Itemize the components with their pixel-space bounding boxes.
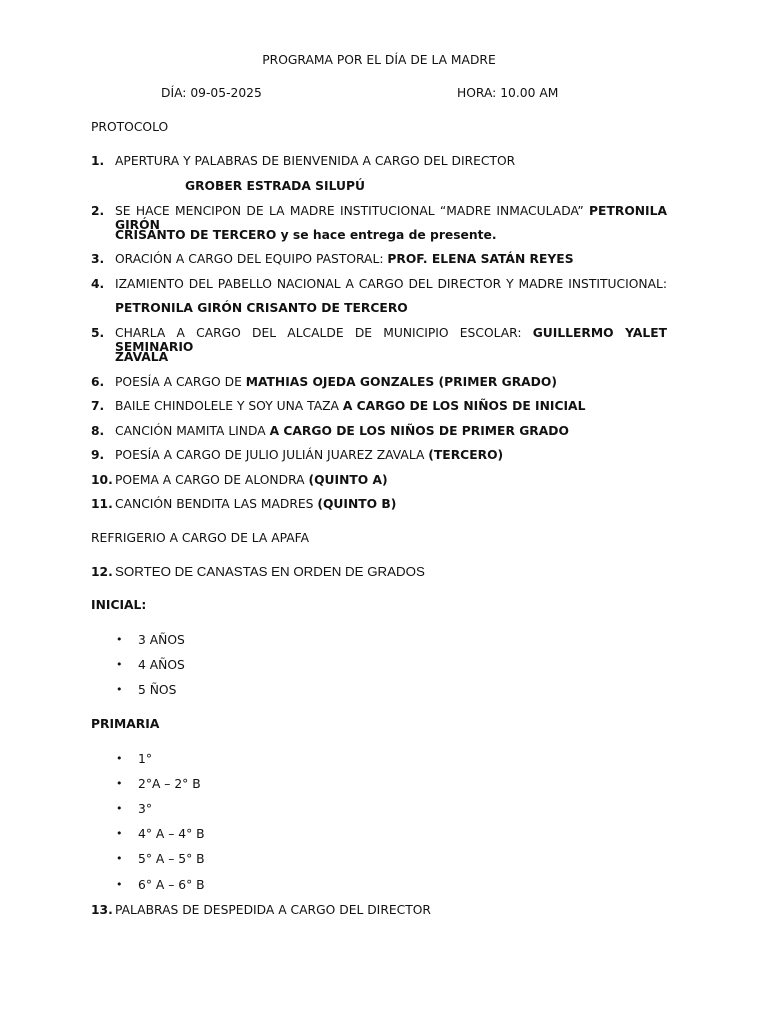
item-text-plain: CHARLA A CARGO DEL ALCALDE DE MUNICIPIO ESCOLAR:	[115, 326, 522, 340]
item-number: 11.	[91, 497, 113, 511]
item-text-bold: (TERCERO)	[428, 448, 504, 462]
item-text-plain: BAILE CHINDOLELE Y SOY UNA TAZA	[115, 399, 343, 413]
item-number: 13.	[91, 903, 113, 917]
list-item: 5° A – 5° B	[138, 852, 205, 866]
item-text	[115, 497, 396, 511]
item-number: 7.	[91, 399, 105, 413]
bullet-icon: •	[116, 633, 123, 646]
list-item: 4° A – 4° B	[138, 827, 205, 841]
item-text-plain: POESÍA A CARGO DE	[115, 375, 246, 389]
item-text-plain: POESÍA A CARGO DE JULIO JULIÁN JUAREZ ZAVALA	[115, 448, 429, 462]
item-number: 1.	[91, 154, 105, 168]
bullet-icon: •	[116, 683, 123, 696]
bullet-icon: •	[116, 827, 123, 840]
item-text: SORTEO DE CANASTAS EN ORDEN DE GRADOS	[115, 564, 425, 579]
item-number: 12.	[91, 565, 113, 579]
item-number: 4.	[91, 277, 105, 291]
item-text	[115, 375, 557, 389]
list-item: 3 AÑOS	[138, 633, 185, 647]
item-text-bold: (QUINTO A)	[308, 473, 388, 487]
bullet-icon: •	[116, 852, 123, 865]
item-text	[115, 448, 503, 462]
item-text-bold: GUILLERMO YALET SEMINARIO	[115, 326, 667, 354]
item-text	[115, 399, 585, 413]
item-number: 6.	[91, 375, 105, 389]
item-number: 8.	[91, 424, 105, 438]
bullet-icon: •	[116, 752, 123, 765]
item-text-plain: ORACIÓN A CARGO DEL EQUIPO PASTORAL:	[115, 252, 388, 266]
item-text: PALABRAS DE DESPEDIDA A CARGO DEL DIRECTOR	[115, 903, 431, 917]
primaria-heading: PRIMARIA	[91, 717, 160, 731]
item-text	[115, 424, 569, 438]
bullet-icon: •	[116, 802, 123, 815]
bullet-icon: •	[116, 777, 123, 790]
item-text-bold: MATHIAS OJEDA GONZALES (PRIMER GRADO)	[245, 375, 557, 389]
item-text-bold: (QUINTO B)	[317, 497, 397, 511]
item-text-bold: PROF. ELENA SATÁN REYES	[387, 252, 574, 266]
inicial-heading: INICIAL:	[91, 598, 147, 612]
item-text: APERTURA Y PALABRAS DE BIENVENIDA A CARGO DEL DIRECTOR	[115, 154, 516, 168]
item-number: 5.	[91, 326, 105, 340]
protocol-heading: PROTOCOLO	[91, 120, 169, 134]
item-text-plain: CANCIÓN BENDITA LAS MADRES	[115, 497, 318, 511]
list-item: 4 AÑOS	[138, 658, 185, 672]
item-text	[115, 473, 388, 487]
event-time: HORA: 10.00 AM	[457, 86, 559, 100]
bullet-icon: •	[116, 658, 123, 671]
item-number: 3.	[91, 252, 105, 266]
bullet-icon: •	[116, 878, 123, 891]
list-item: 1°	[138, 752, 152, 766]
item-text-bold: PETRONILA GIRÓN CRISANTO DE TERCERO	[115, 301, 408, 315]
item-number: 2.	[91, 204, 105, 218]
event-date: DÍA: 09-05-2025	[161, 86, 262, 100]
page-title: PROGRAMA POR EL DÍA DE LA MADRE	[262, 53, 496, 67]
item-text-bold: PETRONILA GIRÓN	[115, 204, 667, 232]
item-text-plain: CANCIÓN MAMITA LINDA	[115, 424, 270, 438]
item-text	[115, 252, 574, 266]
item-text-bold: CRISANTO DE TERCERO y se hace entrega de presente.	[115, 228, 497, 242]
list-item: 2°A – 2° B	[138, 777, 201, 791]
item-text-plain: SE HACE MENCIPON DE LA MADRE INSTITUCIONAL “MADRE INMACULADA”	[115, 204, 584, 218]
item-text: IZAMIENTO DEL PABELLO NACIONAL A CARGO DEL DIRECTOR Y MADRE INSTITUCIONAL:	[115, 277, 667, 291]
item-number: 9.	[91, 448, 105, 462]
item-text-plain: POEMA A CARGO DE ALONDRA	[115, 473, 309, 487]
item-text-bold: A CARGO DE LOS NIÑOS DE PRIMER GRADO	[269, 424, 569, 438]
list-item: 6° A – 6° B	[138, 878, 205, 892]
refreshment-note: REFRIGERIO A CARGO DE LA APAFA	[91, 531, 310, 545]
item-number: 10.	[91, 473, 113, 487]
list-item: 5 ÑOS	[138, 683, 177, 697]
item-text-bold: ZAVALA	[115, 350, 169, 364]
item-text	[115, 326, 667, 354]
item-text-bold: A CARGO DE LOS NIÑOS DE INICIAL	[342, 399, 586, 413]
director-name: GROBER ESTRADA SILUPÚ	[185, 179, 365, 193]
list-item: 3°	[138, 802, 152, 816]
